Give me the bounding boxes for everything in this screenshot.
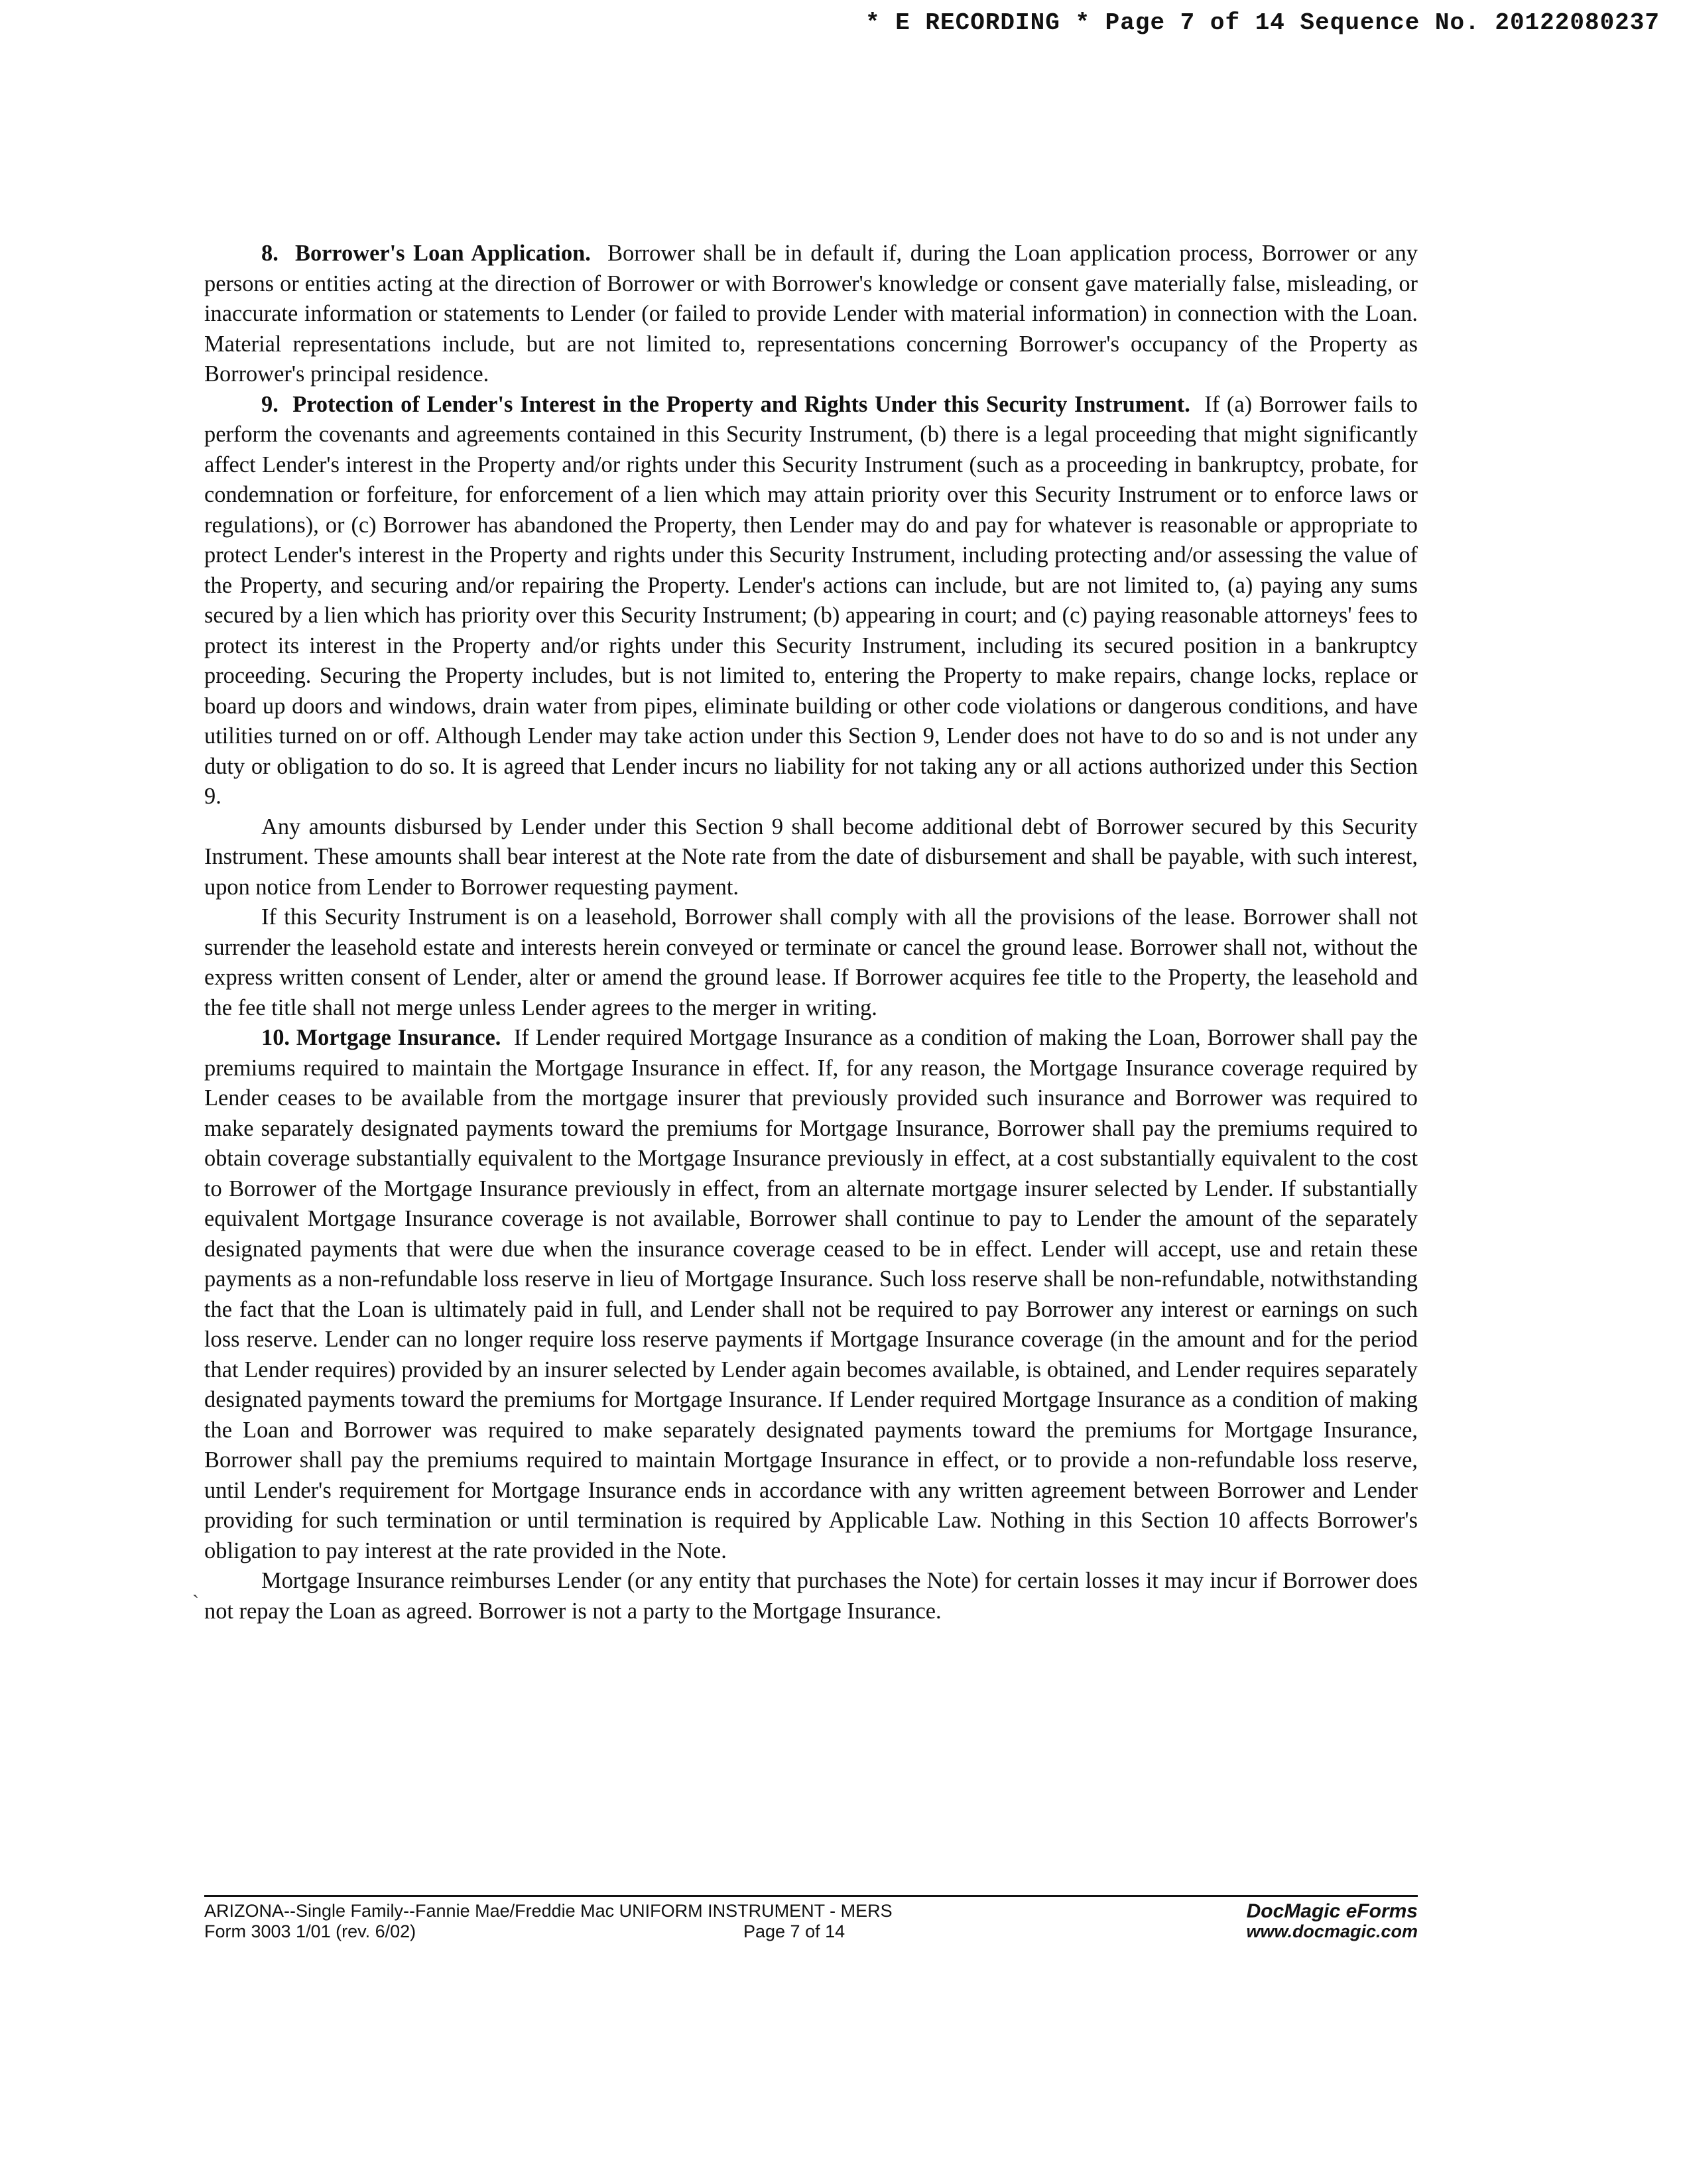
section-9-paragraph-2: Any amounts disbursed by Lender under this Section 9 shall become additional debt of Borrower secured by this Security Instrument. These amounts shall bear interest at the Note rate from the date of disbursement and shall be payable, with such interest, upon notice from Lender to Borrower requesting payment.: [204, 814, 1418, 900]
section-10-text: If Lender required Mortgage Insurance as a condition of making the Loan, Borrower shall pay the premiums required to maintain the Mortgage Insurance in effect. If, for any reason, the Mortgage Insurance coverage required by Lender ceases to be available from the mortgage insurer that previously provided such insurance and Borrower was required to make separately designated payments toward the premiums for Mortgage Insurance, Borrower shall pay the premiums required to obtain coverage substantially equivalent to the Mortgage Insurance previously in effect, at a cost substantially equivalent to the cost to Borrower of the Mortgage Insurance previously in effect, from an alternate mortgage insurer selected by Lender. If substantially equivalent Mortgage Insurance coverage is not available, Borrower shall continue to pay to Lender the amount of the separately designated payments that were due when the insurance coverage ceased to be in effect. Lender will accept, use and retain these payments as a non-refundable loss reserve in lieu of Mortgage Insurance. Such loss reserve shall be non-refundable, notwithstanding the fact that the Loan is ultimately paid in full, and Lender shall not be required to pay Borrower any interest or earnings on such loss reserve. Lender can no longer require loss reserve payments if Mortgage Insurance coverage (in the amount and for the period that Lender requires) provided by an insurer selected by Lender again becomes available, is obtained, and Lender requires separately designated payments toward the premiums for Mortgage Insurance. If Lender required Mortgage Insurance as a condition of making the Loan and Borrower was required to make separately designated payments toward the premiums for Mortgage Insurance, Borrower shall pay the premiums required to maintain Mortgage Insurance in effect, or to provide a non-refundable loss reserve, until Lender's requirement for Mortgage Insurance ends in accordance with any written agreement between Borrower and Lender providing for such termination or until termination is required by Applicable Law. Nothing in this Section 10 affects Borrower's obligation to pay interest at the rate provided in the Note.: [204, 1025, 1418, 1563]
document-body: [204, 239, 1418, 1626]
section-10-number: 10.: [261, 1025, 290, 1050]
section-9: [204, 390, 1418, 812]
section-9-text: If (a) Borrower fails to perform the covenants and agreements contained in this Security Instrument, (b) there is a legal proceeding that might significantly affect Lender's interest in the Property and/or rights under this Security Instrument (such as a proceeding in bankruptcy, probate, for condemnation or forfeiture, for enforcement of a lien which may attain priority over this Security Instrument or to enforce laws or regulations), or (c) Borrower has abandoned the Property, then Lender may do and pay for whatever is reasonable or appropriate to protect Lender's interest in the Property and rights under this Security Instrument, including protecting and/or assessing the value of the Property, and securing and/or repairing the Property. Lender's actions can include, but are not limited to, (a) paying any sums secured by a lien which has priority over this Security Instrument; (b) appearing in court; and (c) paying reasonable attorneys' fees to protect its interest in the Property and/or rights under this Security Instrument, including its secured position in a bankruptcy proceeding. Securing the Property includes, but is not limited to, entering the Property to make repairs, change locks, replace or board up doors and windows, drain water from pipes, eliminate building or other code violations or dangerous conditions, and have utilities turned on or off. Although Lender may take action under this Section 9, Lender does not have to do so and is not under any duty or obligation to do so. It is agreed that Lender incurs no liability for not taking any or all actions authorized under this Section 9.: [204, 391, 1418, 809]
docmagic-url: www.docmagic.com: [1246, 1921, 1418, 1941]
section-10-paragraph-2: Mortgage Insurance reimburses Lender (or any entity that purchases the Note) for certain losses it may incur if Borrower does not repay the Loan as agreed. Borrower is not a party to the Mortgage Insurance.: [204, 1568, 1418, 1624]
section-8-number: 8.: [261, 241, 279, 266]
section-9-title: Protection of Lender's Interest in the Property and Rights Under this Security Instrument.: [292, 391, 1190, 417]
scan-artifact: `: [192, 1591, 199, 1613]
form-number: Form 3003 1/01 (rev. 6/02): [204, 1921, 416, 1941]
docmagic-logo: DocMagic eForms: [1246, 1900, 1418, 1922]
page-footer: [204, 1895, 1418, 1947]
recording-header: * E RECORDING * Page 7 of 14 Sequence No. 20122080237: [865, 9, 1660, 36]
section-8: [204, 239, 1418, 390]
form-title: ARIZONA--Single Family--Fannie Mae/Freddie Mac UNIFORM INSTRUMENT - MERS: [204, 1901, 893, 1921]
section-8-text: Borrower shall be in default if, during the Loan application process, Borrower or any persons or entities acting at the direction of Borrower or with Borrower's knowledge or consent gave materially false, misleading, or inaccurate information or statements to Lender (or failed to provide Lender with material information) in connection with the Loan. Material representations include, but are not limited to, representations concerning Borrower's occupancy of the Property as Borrower's principal residence.: [204, 241, 1418, 387]
section-9-number: 9.: [261, 391, 279, 417]
section-10-title: Mortgage Insurance.: [296, 1025, 501, 1050]
page-number: Page 7 of 14: [743, 1921, 845, 1941]
section-10: [204, 1023, 1418, 1566]
section-9-paragraph-3: If this Security Instrument is on a leasehold, Borrower shall comply with all the provisions of the lease. Borrower shall not surrender the leasehold estate and interests herein conveyed or terminate or cancel the ground lease. Borrower shall not, without the express written consent of Lender, alter or amend the ground lease. If Borrower acquires fee title to the Property, the leasehold and the fee title shall not merge unless Lender agrees to the merger in writing.: [204, 904, 1418, 1020]
section-8-title: Borrower's Loan Application.: [295, 241, 591, 266]
